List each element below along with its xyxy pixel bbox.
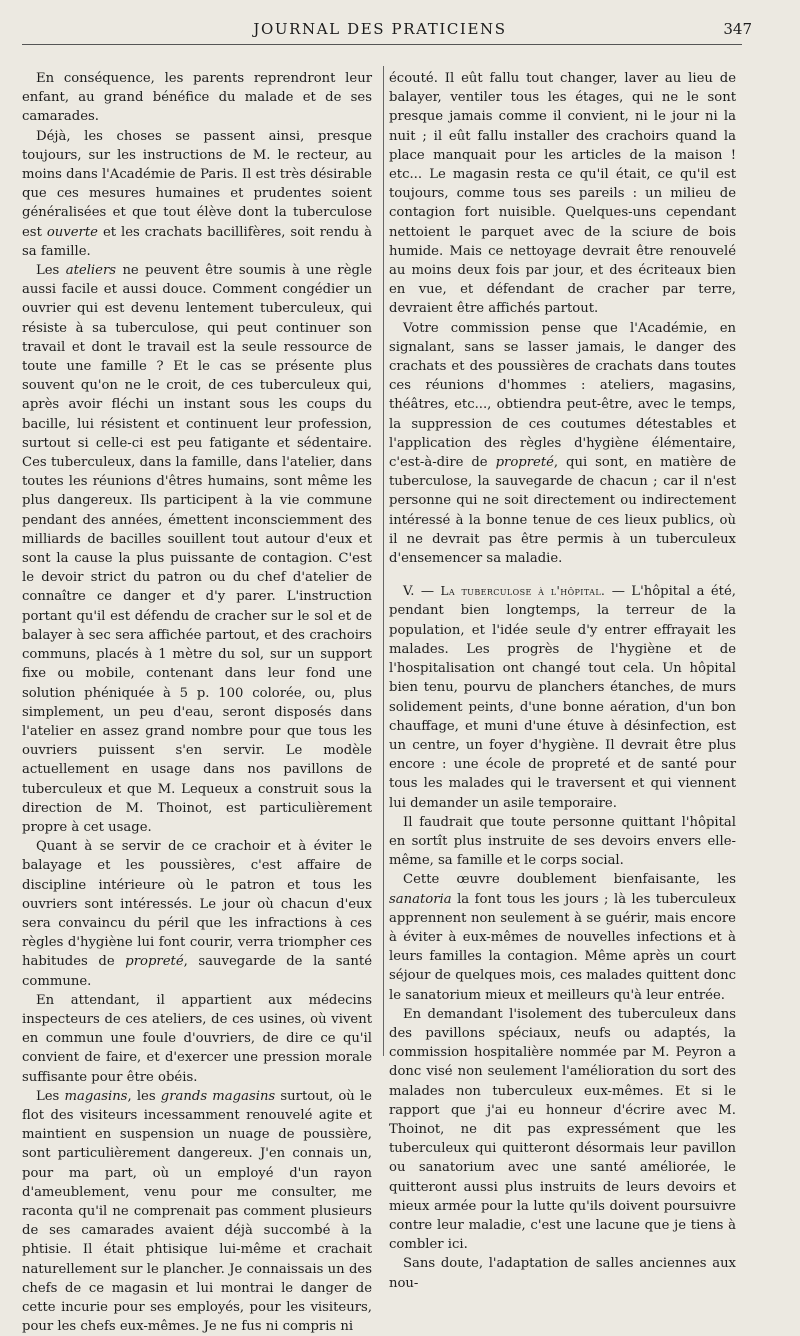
column-divider <box>383 66 384 1056</box>
emphasis: propreté <box>125 954 184 970</box>
section-number: V. — <box>403 584 435 600</box>
paragraph: Les ateliers ne peuvent être soumis à une règle aussi facile et aussi douce. Comment congédier un ouvrier qui est devenu lentement tuberculeux, qui résiste à sa tuberculose, qui peut continuer son travail et dont le travail est la seule ressource de toute une famille ? Et le cas se présente plus souvent qu'on ne le croit, de ces tuberculeux qui, après avoir fléchi un instant sous les coups du bacille, lui résistent et continuent leur profession, surtout si celle-ci est peu fatigante et sédentaire. Ces tuberculeux, dans la famille, dans l'atelier, dans toutes les réunions d'êtres humains, sont même les plus dangereux. Ils participent à la vie commune pendant des années, émettent inconsciemment des milliards de bacilles souillent tout autour d'eux et sont la cause la plus puissante de contagion. C'est le devoir strict du patron ou du chef d'atelier de connaître ce danger et d'y parer. L'instruction portant qu'il est défendu de cracher sur le sol et de balayer à sec sera affichée partout, et des crachoirs communs, placés à 1 mètre du sol, sur un support fixe ou mobile, contenant dans leur fond une solution phéniquée à 5 p. 100 colorée, ou, plus simplement, un peu d'eau, seront disposés dans l'atelier en assez grand nombre pour que tous les ouvriers puissent s'en servir. Le modèle actuellement en usage dans nos pavillons de tuberculeux et que M. Lequeux a construit sous la direction de M. Thoinot, est particulièrement propre à cet usage. <box>22 263 372 835</box>
emphasis: ouverte <box>46 224 98 240</box>
left-column <box>22 69 372 1336</box>
running-title: JOURNAL DES PRATICIENS <box>253 20 507 38</box>
paragraph: En conséquence, les parents reprendront leur enfant, au grand bénéfice du malade et de ses camarades. <box>22 71 372 125</box>
paragraph: Cette œuvre doublement bienfaisante, les sanatoria la font tous les jours ; là les tuberculeux apprennent non seulement à se guérir, mais encore à éviter à eux-mêmes de nouvelles infections et à leurs familles la contagion. Même après un court séjour de quelques mois, ces malades quittent donc le sanatorium mieux et meilleurs qu'à leur entrée. <box>389 872 736 1003</box>
paragraph: Les magasins, les grands magasins surtout, où le flot des visiteurs incessamment renouvelé agite et maintient en suspension un nuage de poussière, sont particulièrement dangereux. J'en connais un, pour ma part, où un employé d'un rayon d'ameublement, venu pour me consulter, me raconta qu'il ne comprenait pas comment plusieurs de ses camarades avaient déjà succombé à la phtisie. Il était phtisique lui-même et crachait naturellement sur le plancher. Je connaissais un des chefs de ce magasin et lui montrai le danger de cette incurie pour ses employés, pour les visiteurs, pour les chefs eux-mêmes. Je ne fus ni compris ni <box>22 1088 372 1335</box>
paragraph: Votre commission pense que l'Académie, en signalant, sans se lasser jamais, le danger des crachats et des poussières de crachats dans toutes ces réunions d'hommes : ateliers, magasins, théâtres, etc..., obtiendra peut-être, avec le temps, la suppression de ces coutumes détestables et l'application des règles d'hygiène élémentaire, c'est-à-dire de propreté, qui sont, en matière de tuberculose, la sauvegarde de chacun ; car il n'est personne qui ne soit directement ou indirectement intéressé à la bonne tenue de ces lieux publics, où il ne devrait pas être permis à un tuberculeux d'ensemencer sa maladie. <box>389 320 736 567</box>
paragraph: Sans doute, l'adaptation de salles anciennes aux nou- <box>389 1256 736 1291</box>
paragraph: Déjà, les choses se passent ainsi, presque toujours, sur les instructions de M. le recteur, au moins dans l'Académie de Paris. Il est très désirable que ces mesures humaines et prudentes soient généralisées et que tout élève dont la tuberculose est ouverte et les crachats bacillifères, soit rendu à sa famille. <box>22 128 372 259</box>
paragraph: En demandant l'isolement des tuberculeux dans des pavillons spéciaux, neufs ou adaptés, la commission hospitalière nommée par M. Peyron a donc visé non seulement l'amélioration du sort des malades non tuberculeux eux-mêmes. Et si le rapport que j'ai eu honneur d'écrire avec M. Thoinot, ne dit pas expressément que les tuberculeux qui quitteront désormais leur pavillon ou sanatorium avec une santé améliorée, le quitteront aussi plus instruits de leurs devoirs et mieux armée pour la lutte qu'ils doivent poursuivre contre leur maladie, c'est une lacune que je tiens à combler ici. <box>389 1006 736 1253</box>
emphasis: magasins <box>64 1088 128 1104</box>
right-column <box>389 69 736 1293</box>
paragraph: Quant à se servir de ce crachoir et à éviter le balayage et les poussières, c'est affaire de discipline intérieure où le patron et tous les ouvriers sont intéressés. Le jour où chacun d'eux sera convaincu du péril que les infractions à ces règles d'hygiène lui font courir, verra triompher ces habitudes de propreté, sauvegarde de la santé commune. <box>22 839 372 989</box>
page-header <box>20 18 752 42</box>
paragraph: En attendant, il appartient aux médecins inspecteurs de ces ateliers, de ces usines, où vivent en commun une foule d'ouvriers, de dire ce qu'il convient de faire, et d'exercer une pression morale suffisante pour être obéis. <box>22 992 372 1085</box>
emphasis: ateliers <box>65 263 117 279</box>
header-rule <box>22 44 742 45</box>
paragraph: écouté. Il eût fallu tout changer, laver au lieu de balayer, ventiler tous les étages, qui ne le sont presque jamais comme il convient, ni le jour ni la nuit ; il eût fallu installer des crachoirs quand la place manquait pour les articles de la maison ! etc... Le magasin resta ce qu'il était, ce qu'il est toujours, comme tous ses pareils : un milieu de contagion fort nuisible. Quelques-uns cependant nettoient le parquet avec de la sciure de bois humide. Mais ce nettoyage devrait être renouvelé au moins deux fois par jour, et des écriteaux bien en vue, et défendant de cracher par terre, devraient être affichés partout. <box>389 71 736 317</box>
section-paragraph: V. — La tuberculose à l'hôpital. — L'hôpital a été, pendant bien longtemps, la terreur de la population, et l'idée seule d'y entrer effrayait les malades. Les progrès de l'hygiène et de l'hospitalisation ont changé tout cela. Un hôpital bien tenu, pourvu de planchers étanches, de murs solidement peints, d'une bonne aération, d'un bon chauffage, et muni d'une étuve à désinfection, est un centre, un foyer d'hygiène. Il devrait être plus encore : une école de propreté et de santé pour tous les malades qui le traversent et qui viennent lui demander un asile temporaire. <box>389 584 736 811</box>
section-title: La tuberculose à l'hôpital. <box>440 584 606 599</box>
emphasis: sanatoria <box>389 891 452 907</box>
paragraph: Il faudrait que toute personne quittant l'hôpital en sortît plus instruite de ses devoirs envers elle-même, sa famille et le corps social. <box>389 814 736 869</box>
emphasis: grands magasins <box>160 1088 276 1104</box>
page-number: 347 <box>723 20 752 38</box>
emphasis: propreté <box>495 455 554 471</box>
